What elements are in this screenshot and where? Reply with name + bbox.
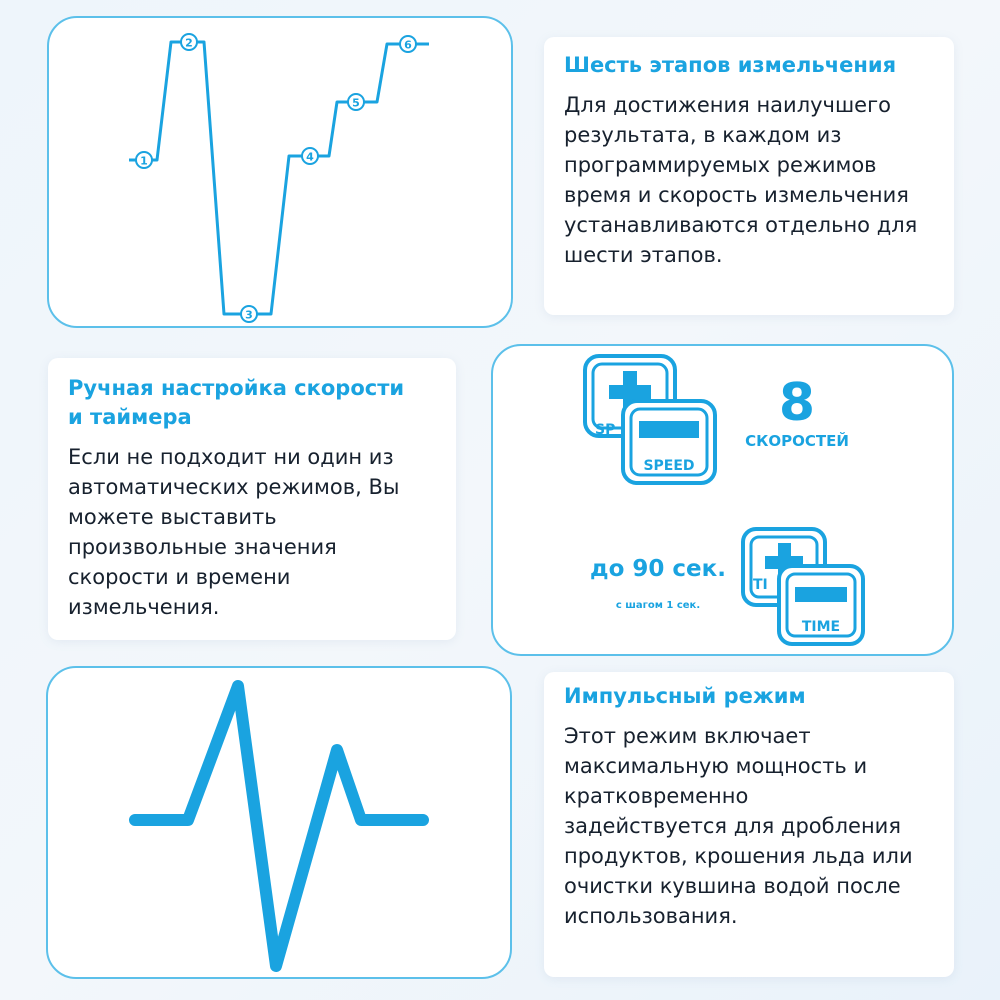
stages-title: Шесть этапов измельчения bbox=[564, 53, 897, 77]
svg-text:3: 3 bbox=[245, 308, 253, 322]
svg-text:SPEED: SPEED bbox=[643, 458, 695, 474]
controls-card bbox=[491, 344, 954, 656]
manual-title: Ручная настройка скорости и таймера bbox=[68, 376, 405, 429]
svg-text:TI: TI bbox=[753, 577, 768, 593]
stages-graph bbox=[49, 18, 515, 330]
speed-label: СКОРОСТЕЙ bbox=[745, 432, 849, 450]
svg-text:2: 2 bbox=[185, 36, 193, 50]
stages-description: Для достижения наилучшего результата, в каждом из программируемых режимов время и скорость измельчения устанавливаются отдельно для шести этапов. bbox=[564, 93, 918, 267]
manual-text-card bbox=[48, 358, 456, 640]
svg-text:1: 1 bbox=[140, 154, 148, 168]
stage-marker-2 bbox=[181, 34, 197, 50]
pulse-wave-icon bbox=[48, 668, 514, 981]
stage-marker-5 bbox=[348, 94, 364, 110]
pulse-graph-card bbox=[46, 666, 512, 979]
stage-marker-6 bbox=[400, 36, 416, 52]
stage-marker-4 bbox=[302, 148, 318, 164]
speed-count: 8 bbox=[778, 373, 816, 433]
pulse-title: Импульсный режим bbox=[564, 684, 806, 708]
svg-text:6: 6 bbox=[404, 38, 412, 52]
speed-minus-icon bbox=[623, 401, 715, 483]
stages-graph-card bbox=[47, 16, 513, 328]
svg-text:SP: SP bbox=[595, 422, 616, 438]
manual-description: Если не подходит ни один из автоматических режимов, Вы можете выставить произвольные значения скорости и времени измельчения. bbox=[68, 445, 400, 619]
stage-marker-1 bbox=[136, 152, 152, 168]
stage-marker-3 bbox=[241, 306, 257, 322]
svg-text:4: 4 bbox=[306, 150, 314, 164]
controls-graphic bbox=[493, 346, 956, 658]
pulse-description: Этот режим включает максимальную мощность и кратковременно задействуется для дробления продуктов, крошения льда или очистки кувшина водой после использования. bbox=[564, 724, 913, 928]
time-value: до 90 сек. bbox=[590, 556, 726, 582]
time-minus-icon bbox=[779, 566, 863, 644]
svg-text:TIME: TIME bbox=[801, 619, 841, 635]
stages-text-card bbox=[544, 37, 954, 315]
time-step: с шагом 1 сек. bbox=[615, 600, 701, 611]
svg-text:5: 5 bbox=[352, 96, 360, 110]
pulse-text-card bbox=[544, 672, 954, 977]
